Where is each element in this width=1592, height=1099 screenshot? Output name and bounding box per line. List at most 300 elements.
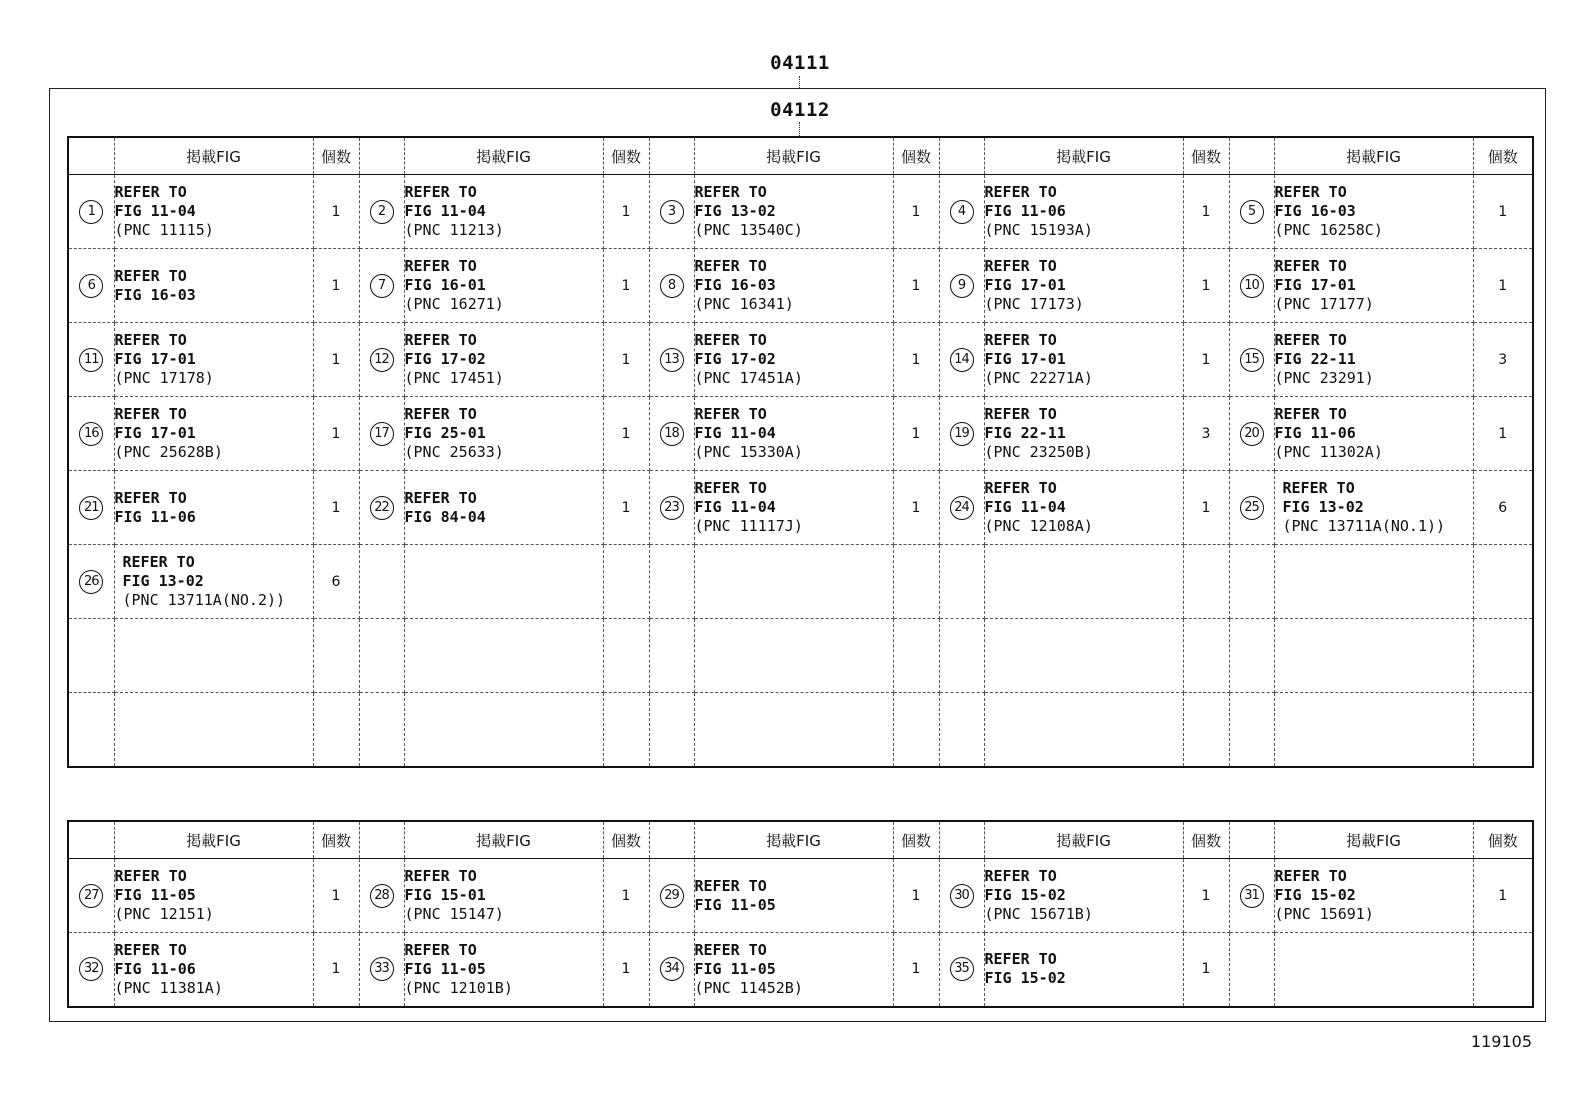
fig-number-text: FIG 11-05 (694, 959, 776, 978)
refer-to-text: REFER TO (984, 257, 1057, 275)
header-qty: 個数 (313, 821, 359, 859)
quantity-value: 1 (911, 425, 921, 442)
quantity-cell (893, 397, 939, 471)
table-row (68, 249, 1533, 323)
refer-to-text: REFER TO (694, 876, 767, 895)
quantity-cell (893, 175, 939, 249)
fig-number-text: FIG 15-01 (404, 886, 486, 904)
item-number-cell (649, 619, 694, 693)
item-number-cell (1229, 471, 1274, 545)
fig-number-text: FIG 17-01 (1274, 276, 1356, 294)
header-index-cell (649, 821, 694, 859)
pnc-text: (PNC 17451A) (694, 369, 803, 387)
quantity-cell (893, 693, 939, 767)
header-fig: 掲載FIG (694, 137, 893, 175)
fig-number-text: FIG 11-06 (114, 507, 196, 526)
fig-reference-cell (984, 471, 1183, 545)
quantity-cell (893, 323, 939, 397)
item-number-badge: 19 (950, 422, 974, 446)
fig-reference-cell (694, 397, 893, 471)
fig-number-text: FIG 15-02 (984, 969, 1066, 988)
quantity-value: 1 (911, 961, 921, 978)
fig-number-text: FIG 15-02 (1274, 886, 1356, 904)
quantity-cell (313, 249, 359, 323)
item-number-badge: 4 (950, 200, 974, 224)
quantity-value: 1 (331, 425, 341, 442)
fig-reference-cell (114, 323, 313, 397)
fig-reference-cell (404, 397, 603, 471)
quantity-cell (893, 471, 939, 545)
refer-to-text: REFER TO (114, 331, 187, 349)
fig-reference-cell (694, 619, 893, 693)
fig-reference-cell (1274, 859, 1473, 933)
quantity-value: 3 (1498, 351, 1508, 368)
item-number-badge: 7 (370, 274, 394, 298)
item-number-cell (359, 693, 404, 767)
quantity-value: 1 (621, 499, 631, 516)
refer-to-text: REFER TO (984, 331, 1057, 349)
fig-reference-cell (984, 859, 1183, 933)
quantity-cell (603, 397, 649, 471)
header-qty: 個数 (1473, 137, 1533, 175)
quantity-cell (1183, 693, 1229, 767)
quantity-value: 1 (331, 277, 341, 294)
pnc-text: (PNC 23250B) (984, 443, 1093, 461)
refer-to-text: REFER TO (984, 950, 1057, 969)
quantity-value: 1 (331, 203, 341, 220)
fig-reference-cell (404, 249, 603, 323)
refer-to-text: REFER TO (114, 940, 187, 959)
fig-number-text: FIG 11-05 (694, 895, 776, 914)
item-number-cell (1229, 933, 1274, 1007)
quantity-cell (1183, 545, 1229, 619)
item-number-badge: 6 (79, 274, 103, 298)
refer-to-text: REFER TO (694, 405, 767, 423)
refer-to-text: REFER TO (122, 553, 195, 571)
item-number-cell (939, 397, 984, 471)
quantity-cell (313, 859, 359, 933)
item-number-cell (359, 471, 404, 545)
fig-number-text: FIG 11-04 (694, 424, 776, 442)
fig-number-text: FIG 22-11 (984, 424, 1066, 442)
item-number-badge: 23 (660, 496, 684, 520)
fig-number-text: FIG 11-05 (114, 886, 196, 904)
quantity-cell (313, 471, 359, 545)
quantity-cell (313, 323, 359, 397)
quantity-cell (603, 471, 649, 545)
item-number-badge: 24 (950, 496, 974, 520)
item-number-cell (359, 619, 404, 693)
fig-reference-cell (1274, 933, 1473, 1007)
fig-number-text: FIG 17-01 (984, 350, 1066, 368)
fig-reference-cell (1274, 545, 1473, 619)
item-number-badge: 10 (1240, 274, 1264, 298)
pnc-text: (PNC 16271) (404, 295, 504, 313)
header-qty: 個数 (1473, 821, 1533, 859)
fig-number-text: FIG 16-03 (114, 285, 196, 304)
fig-reference-cell (984, 323, 1183, 397)
header-index-cell (939, 821, 984, 859)
fig-reference-cell (694, 545, 893, 619)
refer-to-text: REFER TO (984, 405, 1057, 423)
item-number-badge: 15 (1240, 348, 1264, 372)
item-number-cell (359, 397, 404, 471)
refer-to-text: REFER TO (1274, 867, 1347, 885)
quantity-cell (1183, 249, 1229, 323)
item-number-badge: 11 (79, 348, 103, 372)
item-number-cell (1229, 323, 1274, 397)
fig-reference-cell (114, 933, 313, 1007)
item-number-cell (649, 693, 694, 767)
item-number-cell (649, 249, 694, 323)
item-number-cell (359, 545, 404, 619)
fig-reference-cell (694, 933, 893, 1007)
item-number-badge: 17 (370, 422, 394, 446)
item-number-cell (68, 397, 114, 471)
item-number-badge: 31 (1240, 884, 1264, 908)
quantity-cell (603, 933, 649, 1007)
header-index-cell (939, 137, 984, 175)
quantity-cell (1473, 471, 1533, 545)
refer-to-text: REFER TO (694, 183, 767, 201)
item-number-cell (359, 175, 404, 249)
fig-number-text: FIG 16-03 (694, 276, 776, 294)
subgroup-code: 04112 (770, 99, 830, 121)
reference-table-main (67, 136, 1534, 768)
item-number-badge: 29 (660, 884, 684, 908)
quantity-cell (893, 249, 939, 323)
quantity-cell (313, 693, 359, 767)
quantity-cell (1183, 859, 1229, 933)
item-number-badge: 30 (950, 884, 974, 908)
quantity-cell (893, 859, 939, 933)
refer-to-text: REFER TO (404, 867, 477, 885)
fig-reference-cell (694, 249, 893, 323)
fig-number-text: FIG 25-01 (404, 424, 486, 442)
item-number-cell (939, 175, 984, 249)
fig-reference-cell (114, 249, 313, 323)
quantity-value: 1 (911, 277, 921, 294)
item-number-cell (939, 323, 984, 397)
quantity-cell (1473, 545, 1533, 619)
illustration-number: 119105 (1470, 1032, 1532, 1051)
pnc-text: (PNC 25633) (404, 443, 504, 461)
header-qty: 個数 (893, 137, 939, 175)
item-number-cell (68, 693, 114, 767)
quantity-cell (603, 859, 649, 933)
item-number-cell (68, 619, 114, 693)
quantity-cell (603, 693, 649, 767)
fig-reference-cell (404, 175, 603, 249)
header-index-cell (1229, 137, 1274, 175)
item-number-badge: 13 (660, 348, 684, 372)
quantity-cell (1183, 933, 1229, 1007)
fig-reference-cell (114, 619, 313, 693)
header-qty: 個数 (603, 137, 649, 175)
fig-number-text: FIG 11-06 (1274, 424, 1356, 442)
header-index-cell (68, 821, 114, 859)
quantity-cell (1473, 397, 1533, 471)
pnc-text: (PNC 16258C) (1274, 221, 1383, 239)
pnc-text: (PNC 12108A) (984, 517, 1093, 535)
item-number-badge: 12 (370, 348, 394, 372)
quantity-value: 6 (1498, 499, 1508, 516)
fig-reference-cell (694, 859, 893, 933)
fig-reference-cell (984, 933, 1183, 1007)
refer-to-text: REFER TO (404, 940, 477, 959)
fig-number-text: FIG 11-05 (404, 959, 486, 978)
refer-to-text: REFER TO (404, 405, 477, 423)
item-number-badge: 14 (950, 348, 974, 372)
table-row (68, 397, 1533, 471)
pnc-text: (PNC 12101B) (404, 978, 513, 997)
fig-number-text: FIG 13-02 (694, 202, 776, 220)
item-number-cell (939, 545, 984, 619)
refer-to-text: REFER TO (404, 257, 477, 275)
fig-reference-cell (984, 175, 1183, 249)
refer-to-text: REFER TO (114, 867, 187, 885)
refer-to-text: REFER TO (114, 183, 187, 201)
quantity-value: 1 (621, 203, 631, 220)
header-qty: 個数 (603, 821, 649, 859)
quantity-cell (1183, 619, 1229, 693)
table-row (68, 933, 1533, 1007)
quantity-value: 3 (1201, 425, 1211, 442)
pnc-text: (PNC 16341) (694, 295, 794, 313)
item-number-badge: 8 (660, 274, 684, 298)
fig-reference-cell (114, 693, 313, 767)
fig-reference-cell (114, 175, 313, 249)
item-number-badge: 9 (950, 274, 974, 298)
fig-number-text: FIG 17-01 (114, 350, 196, 368)
quantity-value: 1 (911, 499, 921, 516)
refer-to-text: REFER TO (404, 331, 477, 349)
quantity-value: 1 (1201, 351, 1211, 368)
pnc-text: (PNC 13711A(NO.1)) (1282, 517, 1446, 535)
pnc-text: (PNC 15330A) (694, 443, 803, 461)
fig-number-text: FIG 17-01 (114, 424, 196, 442)
quantity-cell (1183, 471, 1229, 545)
item-number-badge: 5 (1240, 200, 1264, 224)
quantity-cell (1473, 859, 1533, 933)
table-header-row (68, 821, 1533, 859)
subgroup-code-leader (799, 122, 800, 136)
refer-to-text: REFER TO (404, 183, 477, 201)
quantity-value: 1 (331, 887, 341, 904)
fig-reference-cell (694, 323, 893, 397)
item-number-cell (359, 859, 404, 933)
reference-table-secondary (67, 820, 1534, 1008)
refer-to-text: REFER TO (1282, 479, 1355, 497)
item-number-cell (939, 859, 984, 933)
pnc-text: (PNC 15193A) (984, 221, 1093, 239)
item-number-cell (1229, 545, 1274, 619)
refer-to-text: REFER TO (1274, 183, 1347, 201)
item-number-cell (1229, 249, 1274, 323)
item-number-cell (68, 249, 114, 323)
fig-number-text: FIG 11-06 (114, 959, 196, 978)
quantity-cell (893, 619, 939, 693)
group-code-leader (799, 76, 800, 88)
fig-reference-cell (694, 693, 893, 767)
quantity-value: 1 (621, 961, 631, 978)
fig-number-text: FIG 11-04 (404, 202, 486, 220)
quantity-cell (1473, 693, 1533, 767)
item-number-badge: 20 (1240, 422, 1264, 446)
quantity-cell (1183, 323, 1229, 397)
fig-reference-cell (404, 933, 603, 1007)
quantity-cell (313, 545, 359, 619)
fig-number-text: FIG 17-01 (984, 276, 1066, 294)
header-fig: 掲載FIG (984, 821, 1183, 859)
quantity-cell (1473, 249, 1533, 323)
pnc-text: (PNC 11381A) (114, 978, 223, 997)
item-number-cell (649, 323, 694, 397)
item-number-cell (68, 933, 114, 1007)
item-number-badge: 32 (79, 957, 103, 981)
item-number-cell (68, 859, 114, 933)
header-fig: 掲載FIG (1274, 821, 1473, 859)
item-number-badge: 35 (950, 957, 974, 981)
pnc-text: (PNC 12151) (114, 905, 214, 923)
pnc-text: (PNC 17173) (984, 295, 1084, 313)
fig-reference-cell (404, 859, 603, 933)
header-fig: 掲載FIG (404, 137, 603, 175)
header-qty: 個数 (1183, 821, 1229, 859)
table-row (68, 323, 1533, 397)
quantity-cell (313, 397, 359, 471)
quantity-value: 1 (1201, 277, 1211, 294)
quantity-cell (603, 175, 649, 249)
quantity-value: 1 (331, 351, 341, 368)
fig-number-text: FIG 11-04 (984, 498, 1066, 516)
item-number-cell (68, 471, 114, 545)
item-number-cell (649, 545, 694, 619)
quantity-value: 1 (1498, 887, 1508, 904)
quantity-value: 1 (621, 425, 631, 442)
quantity-value: 1 (1201, 887, 1211, 904)
quantity-value: 1 (331, 961, 341, 978)
fig-reference-cell (404, 693, 603, 767)
item-number-cell (1229, 859, 1274, 933)
refer-to-text: REFER TO (694, 940, 767, 959)
header-index-cell (359, 137, 404, 175)
table-row (68, 545, 1533, 619)
fig-reference-cell (1274, 693, 1473, 767)
quantity-cell (1183, 175, 1229, 249)
item-number-badge: 33 (370, 957, 394, 981)
header-fig: 掲載FIG (114, 821, 313, 859)
pnc-text: (PNC 11115) (114, 221, 214, 239)
item-number-badge: 22 (370, 496, 394, 520)
refer-to-text: REFER TO (984, 479, 1057, 497)
fig-number-text: FIG 17-02 (694, 350, 776, 368)
quantity-cell (1473, 175, 1533, 249)
quantity-value: 1 (911, 351, 921, 368)
header-index-cell (68, 137, 114, 175)
fig-reference-cell (984, 545, 1183, 619)
quantity-cell (603, 619, 649, 693)
item-number-badge: 18 (660, 422, 684, 446)
fig-reference-cell (404, 323, 603, 397)
item-number-cell (1229, 397, 1274, 471)
quantity-cell (603, 249, 649, 323)
quantity-cell (313, 619, 359, 693)
item-number-cell (68, 545, 114, 619)
quantity-cell (1473, 323, 1533, 397)
item-number-cell (359, 933, 404, 1007)
pnc-text: (PNC 23291) (1274, 369, 1374, 387)
item-number-cell (359, 249, 404, 323)
quantity-cell (893, 933, 939, 1007)
quantity-value: 1 (1498, 203, 1508, 220)
item-number-cell (649, 471, 694, 545)
group-code: 04111 (770, 52, 830, 74)
quantity-cell (1183, 397, 1229, 471)
quantity-value: 1 (1498, 277, 1508, 294)
fig-reference-cell (114, 545, 313, 619)
item-number-cell (68, 175, 114, 249)
pnc-text: (PNC 11452B) (694, 978, 803, 997)
item-number-cell (939, 619, 984, 693)
item-number-cell (939, 471, 984, 545)
pnc-text: (PNC 15147) (404, 905, 504, 923)
item-number-badge: 25 (1240, 496, 1264, 520)
item-number-badge: 34 (660, 957, 684, 981)
fig-number-text: FIG 11-04 (694, 498, 776, 516)
item-number-cell (359, 323, 404, 397)
table-header-row (68, 137, 1533, 175)
item-number-badge: 28 (370, 884, 394, 908)
item-number-cell (649, 175, 694, 249)
quantity-value: 1 (911, 887, 921, 904)
pnc-text: (PNC 11213) (404, 221, 504, 239)
quantity-value: 1 (911, 203, 921, 220)
item-number-cell (939, 693, 984, 767)
refer-to-text: REFER TO (1274, 257, 1347, 275)
item-number-badge: 21 (79, 496, 103, 520)
quantity-cell (1473, 619, 1533, 693)
quantity-value: 1 (1498, 425, 1508, 442)
refer-to-text: REFER TO (114, 405, 187, 423)
fig-reference-cell (1274, 323, 1473, 397)
quantity-cell (1473, 933, 1533, 1007)
fig-number-text: FIG 15-02 (984, 886, 1066, 904)
item-number-badge: 1 (79, 200, 103, 224)
pnc-text: (PNC 15671B) (984, 905, 1093, 923)
fig-number-text: FIG 13-02 (1282, 498, 1364, 516)
item-number-badge: 2 (370, 200, 394, 224)
fig-reference-cell (694, 175, 893, 249)
fig-reference-cell (1274, 619, 1473, 693)
fig-reference-cell (114, 397, 313, 471)
item-number-cell (939, 933, 984, 1007)
fig-reference-cell (114, 859, 313, 933)
header-index-cell (359, 821, 404, 859)
fig-reference-cell (984, 693, 1183, 767)
fig-reference-cell (1274, 397, 1473, 471)
item-number-cell (649, 859, 694, 933)
quantity-cell (603, 545, 649, 619)
header-qty: 個数 (313, 137, 359, 175)
fig-reference-cell (1274, 175, 1473, 249)
refer-to-text: REFER TO (1274, 405, 1347, 423)
pnc-text: (PNC 17178) (114, 369, 214, 387)
item-number-cell (939, 249, 984, 323)
quantity-value: 1 (1201, 499, 1211, 516)
quantity-value: 1 (1201, 203, 1211, 220)
item-number-badge: 16 (79, 422, 103, 446)
